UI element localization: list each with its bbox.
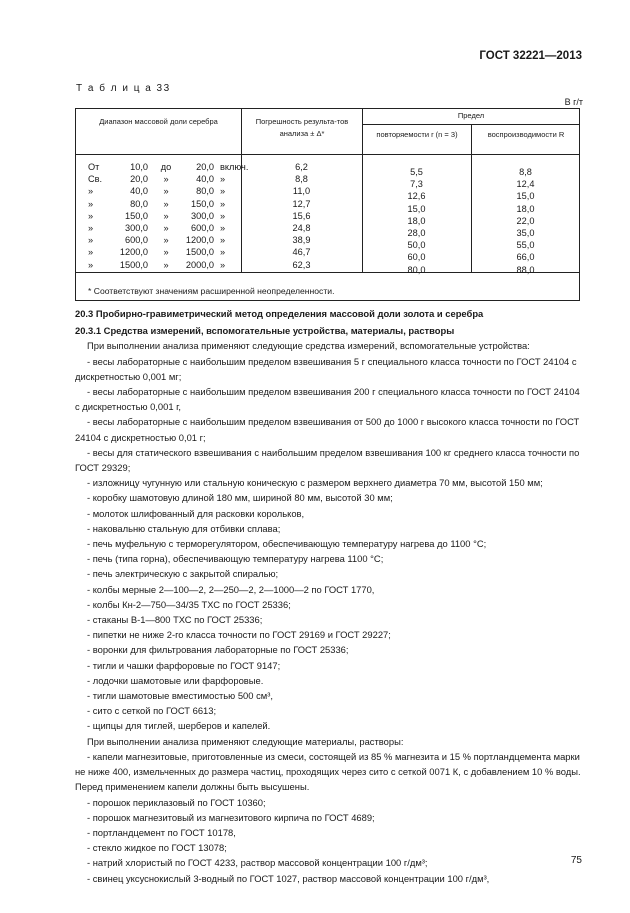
- paragraph: - коробку шамотовую длиной 180 мм, шириной 80 мм, высотой 30 мм;: [87, 492, 393, 504]
- paragraph: - наковальню стальную для отбивки сплава;: [87, 522, 281, 534]
- repeatability-cell: 7,3: [410, 179, 423, 190]
- paragraph: - порошок магнезитовый из магнезитового кирпича по ГОСТ 4689;: [87, 811, 375, 823]
- range-cell: » 300,0 » 600,0 »: [88, 223, 226, 233]
- repeatability-cell: 12,6: [407, 191, 426, 202]
- paragraph: - молоток шлифованный для расковки корольков,: [87, 507, 305, 519]
- range-cell: » 1200,0 » 1500,0 »: [88, 247, 226, 258]
- paragraph: - весы для статического взвешивания с наибольшим пределом взвешивания 100 кг среднего класса точности по ГОСТ 29329;: [75, 446, 580, 474]
- paragraph-list: [75, 338, 581, 885]
- paragraph: - воронки для фильтрования лабораторные по ГОСТ 25336;: [87, 644, 349, 656]
- range-cell: » 40,0 » 80,0 »: [88, 186, 226, 197]
- error-cell: 15,6: [292, 210, 311, 221]
- repeatability-cell: 50,0: [407, 240, 426, 251]
- paragraph: - стекло жидкое по ГОСТ 13078;: [87, 842, 227, 854]
- header-error: Погрешность результа-тов анализа ± Δ*: [255, 117, 349, 138]
- error-cell: 11,0: [292, 186, 311, 197]
- reproducibility-cell: 18,0: [516, 203, 535, 214]
- reproducibility-cell: 66,0: [516, 252, 535, 263]
- paragraph: - щипцы для тиглей, шерберов и капелей.: [87, 720, 271, 732]
- paragraph: - капели магнезитовые, приготовленные из смеси, состоящей из 85 % магнезита и 15 % портландцемента марки не ниже 400, измельченных до размера частиц, проходящих через сито с сеткой 0071 К, с добавлением 10 % воды. Перед применением капели должны быть высушены.: [75, 750, 581, 793]
- paragraph: - натрий хлористый по ГОСТ 4233, раствор массовой концентрации 100 г/дм³;: [87, 857, 428, 869]
- paragraph: При выполнении анализа применяют следующие материалы, растворы:: [87, 735, 404, 747]
- table-footnote: * Соответствуют значениям расширенной неопределенности.: [88, 286, 335, 296]
- range-cell: » 150,0 » 300,0 »: [88, 210, 226, 221]
- paragraph: - тигли шамотовые вместимостью 500 см³,: [87, 690, 273, 702]
- header-limit: Предел: [457, 111, 485, 120]
- table-caption: Т а б л и ц а 33: [76, 83, 171, 94]
- reproducibility-cell: 88,0: [516, 264, 535, 275]
- range-cell: От 10,0 до 20,0 включ.: [88, 162, 249, 172]
- document-header: ГОСТ 32221—2013: [479, 50, 582, 62]
- error-cell: 24,8: [292, 223, 311, 233]
- paragraph: - колбы Кн-2—750—34/35 ТХС по ГОСТ 25336;: [87, 598, 291, 610]
- data-table: [75, 108, 580, 301]
- paragraph: - лодочки шамотовые или фарфоровые.: [87, 674, 264, 686]
- error-cell: 38,9: [292, 235, 311, 246]
- page-number: 75: [570, 855, 582, 866]
- repeatability-cell: 60,0: [407, 252, 426, 263]
- paragraph: - свинец уксуснокислый 3-водный по ГОСТ 1027, раствор массовой концентрации 100 г/дм³,: [87, 872, 490, 884]
- range-cell: » 1500,0 » 2000,0 »: [88, 259, 226, 270]
- paragraph: - портландцемент по ГОСТ 10178,: [87, 826, 236, 838]
- paragraph: - печь электрическую с закрытой спиралью;: [87, 568, 279, 580]
- paragraph: - колбы мерные 2—100—2, 2—250—2, 2—1000—2 по ГОСТ 1770,: [87, 583, 375, 595]
- reproducibility-cell: 15,0: [516, 191, 535, 202]
- error-cell: 8,8: [295, 174, 308, 185]
- header-repeatability: повторяемости r (n = 3): [376, 130, 458, 139]
- paragraph: - весы лабораторные с наибольшим пределом взвешивания 5 г специального класса точности по ГОСТ 24104 с дискретностью 0,001 мг;: [75, 355, 577, 382]
- reproducibility-cell: 8,8: [519, 167, 532, 177]
- paragraph: - печь муфельную с терморегулятором, обеспечивающую температуру нагрева до 1100 °С;: [87, 538, 487, 550]
- paragraph: - порошок периклазовый по ГОСТ 10360;: [87, 796, 266, 808]
- paragraph: При выполнении анализа применяют следующие средства измерений, вспомогательные устройства:: [87, 340, 530, 352]
- repeatability-cell: 28,0: [407, 228, 426, 238]
- range-cell: » 600,0 » 1200,0 »: [88, 235, 226, 246]
- error-cell: 62,3: [292, 259, 311, 270]
- header-reproducibility: воспроизводимости R: [487, 130, 565, 139]
- repeatability-cell: 80,0: [407, 264, 426, 275]
- table-unit: В г/т: [564, 97, 583, 107]
- main-text: [75, 306, 581, 886]
- paragraph: - весы лабораторные с наибольшим пределом взвешивания 200 г специального класса точности по ГОСТ 24104 с дискретностью 0,001 г,: [75, 386, 580, 413]
- paragraph: - печь (типа горна), обеспечивающую температуру нагрева 1100 °С;: [87, 553, 384, 565]
- subsection-title: 20.3.1 Средства измерений, вспомогательные устройства, материалы, растворы: [75, 325, 455, 337]
- repeatability-cell: 18,0: [407, 215, 426, 226]
- error-cell: 6,2: [295, 162, 308, 172]
- error-cell: 46,7: [292, 247, 311, 258]
- paragraph: - стаканы В-1—800 ТХС по ГОСТ 25336;: [87, 614, 263, 626]
- range-cell: » 80,0 » 150,0 »: [88, 198, 226, 209]
- section-title: 20.3 Пробирно-гравиметрический метод определения массовой доли золота и серебра: [75, 308, 484, 319]
- paragraph: - сито с сеткой по ГОСТ 6613;: [87, 705, 217, 717]
- reproducibility-cell: 55,0: [516, 240, 535, 251]
- reproducibility-cell: 22,0: [516, 215, 535, 226]
- error-cell: 12,7: [292, 198, 311, 209]
- header-range: Диапазон массовой доли серебра: [99, 117, 218, 126]
- repeatability-cell: 5,5: [410, 167, 423, 177]
- paragraph: - тигли и чашки фарфоровые по ГОСТ 9147;: [87, 659, 281, 671]
- paragraph: - весы лабораторные с наибольшим пределом взвешивания от 500 до 1000 г высокого класса точности по ГОСТ 24104 с дискретностью 0,01 г;: [75, 416, 580, 443]
- paragraph: - пипетки не ниже 2-го класса точности по ГОСТ 29169 и ГОСТ 29227;: [87, 629, 391, 641]
- reproducibility-cell: 12,4: [516, 179, 535, 190]
- repeatability-cell: 15,0: [407, 203, 426, 214]
- paragraph: - изложницу чугунную или стальную коническую с размером верхнего диаметра 70 мм, высотой 150 мм;: [87, 477, 543, 489]
- reproducibility-cell: 35,0: [516, 228, 535, 238]
- range-cell: Св. 20,0 » 40,0 »: [88, 174, 226, 185]
